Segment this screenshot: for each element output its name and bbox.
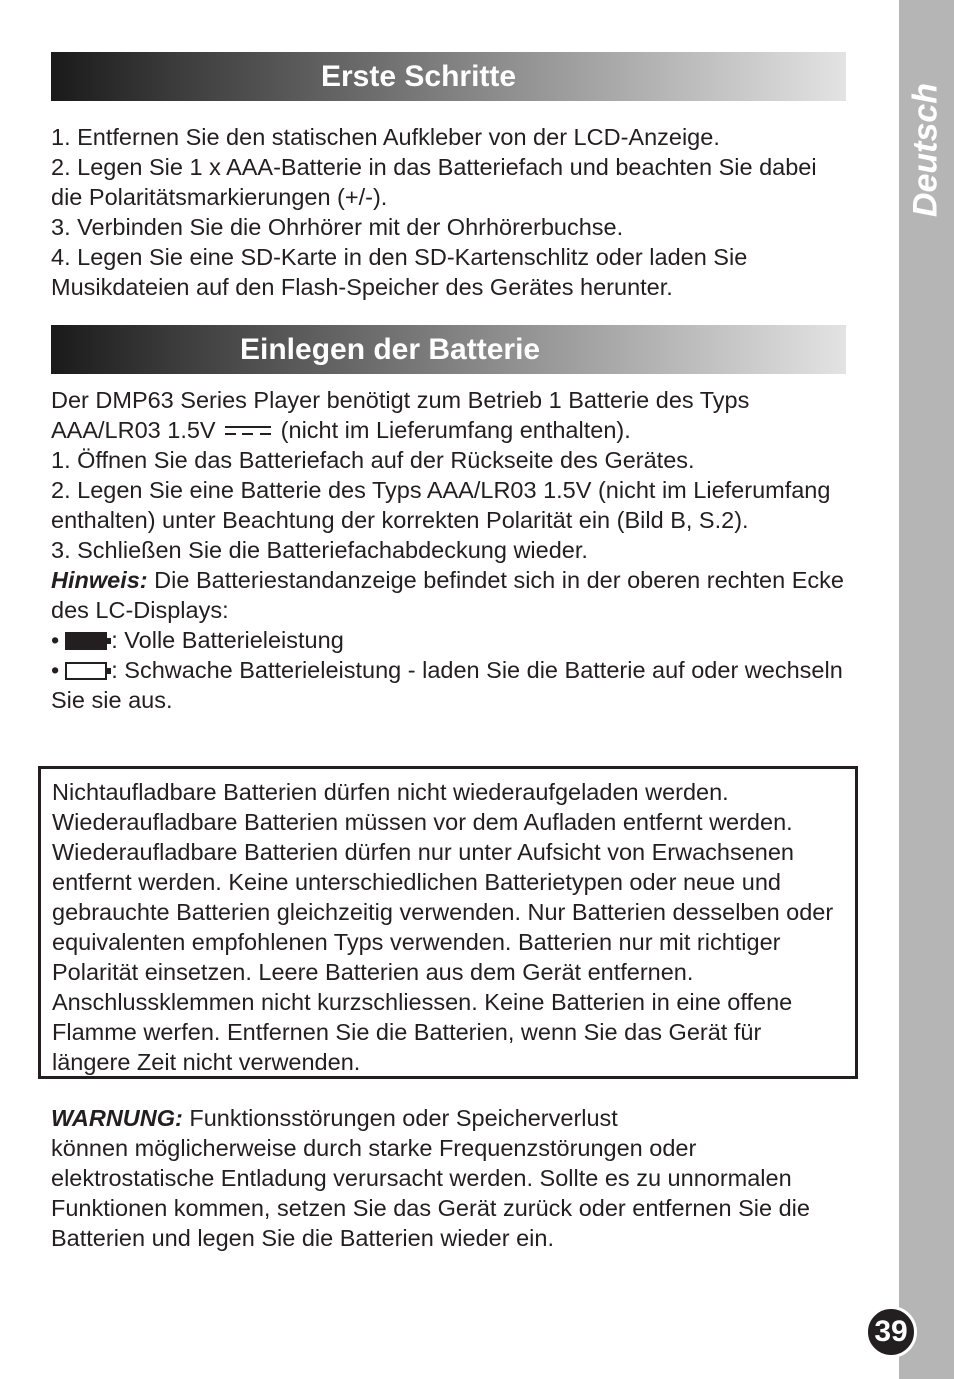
note-label: Hinweis: [51,567,148,593]
note-text: Die Batteriestandanzeige befindet sich in der oberen rechten Ecke des LC-Displays: [51,567,844,623]
warning-first-text: Funktionsstörungen oder Speicherverlust [189,1105,618,1131]
battery-intro [51,385,851,445]
section-heading-einlegen-der-batterie: Einlegen der Batterie [51,325,846,374]
bullet: • [51,657,60,683]
low-battery-text: : Schwache Batterieleistung - laden Sie die Batterie auf oder wechseln Sie sie aus. [51,657,843,713]
dc-voltage-icon [225,425,271,437]
notice-text: Nichtaufladbare Batterien dürfen nicht wiederaufgeladen werden. Wiederaufladbare Batterien müssen vor dem Aufladen entfernt werden. Wiederaufladbare Batterien dürfen nur unter Aufsicht von Erwachsenen entfernt werden. Keine unterschiedlichen Batterietypen oder neue und gebrauchte Batterien gleichzeitig verwenden. Nur Batterien desselben oder equivalenten empfohlenen Typs verwenden. Batterien nur mit richtiger Polarität einsetzen. Leere Batterien aus dem Gerät entfernen. Anschlussklemmen nicht kurzschliessen. Keine Batterien in eine offene Flamme werfen. Entfernen Sie die Batterien, wenn Sie das Gerät für längere Zeit nicht verwenden. [52,779,834,1075]
low-battery-item [51,655,851,715]
section-heading-erste-schritte: Erste Schritte [51,52,846,101]
battery-intro-text: Der DMP63 Series Player benötigt zum Betrieb 1 Batterie des Typs AAA/LR03 1.5V [51,387,750,443]
full-battery-icon [65,632,107,650]
low-battery-icon [65,662,107,680]
battery-step-1: 1. Öffnen Sie das Batteriefach auf der Rückseite des Gerätes. [51,447,695,473]
full-battery-text: : Volle Batterieleistung [111,627,344,653]
full-battery-item [51,625,851,655]
step-3: 3. Verbinden Sie die Ohrhörer mit der Ohrhörerbuchse. [51,214,624,240]
battery-note [51,565,851,625]
warning-block [51,1103,851,1253]
warning-first-line [51,1103,851,1133]
step-4: 4. Legen Sie eine SD-Karte in den SD-Kartenschlitz oder laden Sie Musikdateien auf den Flash-Speicher des Gerätes herunter. [51,244,748,300]
step-1: 1. Entfernen Sie den statischen Aufkleber von der LCD-Anzeige. [51,124,720,150]
page-number: 39 [865,1306,917,1358]
battery-intro-note: (nicht im Lieferumfang enthalten). [280,417,631,443]
battery-safety-notice [38,766,858,1079]
getting-started-steps [51,122,851,302]
language-tab-label: Deutsch [906,82,945,218]
battery-step-2: 2. Legen Sie eine Batterie des Typs AAA/LR03 1.5V (nicht im Lieferumfang enthalten) unter Beachtung der korrekten Polarität ein (Bild B, S.2). [51,477,831,533]
step-2: 2. Legen Sie 1 x AAA-Batterie in das Batteriefach und beachten Sie dabei die Polaritätsmarkierungen (+/-). [51,154,817,210]
battery-step-3: 3. Schließen Sie die Batteriefachabdeckung wieder. [51,537,588,563]
bullet: • [51,627,60,653]
warning-text: können möglicherweise durch starke Frequenzstörungen oder elektrostatische Entladung verursacht werden. Sollte es zu unnormalen Funktionen kommen, setzen Sie das Gerät zurück oder entfernen Sie die Batterien und legen Sie die Batterien wieder ein. [51,1135,810,1251]
battery-instructions [51,385,851,715]
warning-label: WARNUNG: [51,1105,183,1131]
